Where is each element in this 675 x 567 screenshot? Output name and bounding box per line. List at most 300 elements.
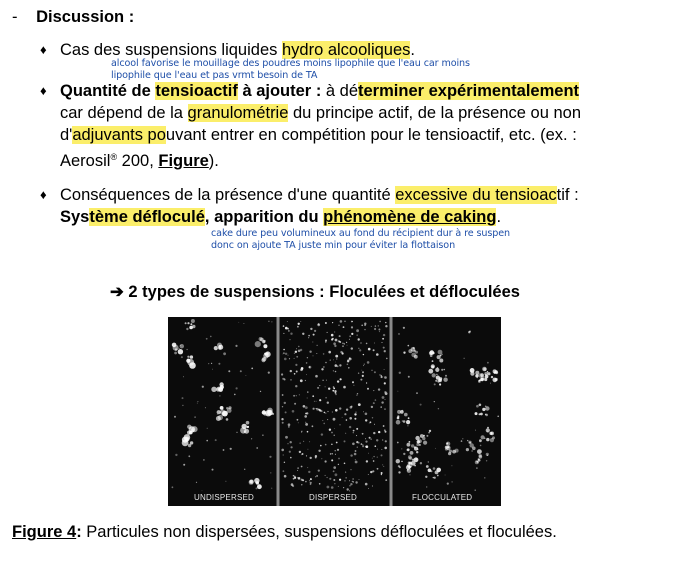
particle (367, 361, 370, 364)
figure-link[interactable]: Figure (158, 152, 209, 170)
particle (433, 467, 436, 470)
particle (344, 463, 346, 465)
particle (381, 454, 383, 456)
particle (293, 475, 295, 477)
particle (325, 444, 327, 446)
particle (267, 410, 273, 416)
particle (246, 375, 247, 376)
particle (353, 430, 355, 432)
particle (436, 468, 441, 473)
particle (234, 394, 236, 396)
particle (307, 357, 308, 358)
item-2-l4-a: Aerosil (60, 152, 111, 170)
particle (372, 486, 373, 487)
particle (343, 386, 346, 389)
item-3-l2-c: . (496, 208, 502, 226)
particle (343, 487, 344, 488)
suspension-photo (168, 317, 501, 506)
particle (283, 349, 285, 351)
figure-caption (12, 521, 557, 543)
particle (296, 348, 297, 349)
particle (217, 414, 218, 415)
particle (196, 482, 197, 483)
particle (282, 406, 283, 407)
particle (323, 423, 325, 425)
particle (325, 322, 327, 324)
particle (416, 443, 419, 446)
particle (378, 431, 380, 433)
particle (347, 364, 349, 366)
heading (12, 6, 134, 28)
particle (406, 420, 410, 424)
particle (331, 334, 334, 337)
particle (439, 359, 443, 363)
particle (313, 334, 315, 336)
particle (283, 470, 285, 472)
particle (190, 355, 193, 358)
particle (235, 345, 237, 347)
particle (494, 370, 498, 374)
particle (428, 369, 433, 374)
particle (288, 443, 289, 444)
particle (357, 393, 358, 394)
particle (329, 478, 331, 480)
particle (487, 372, 490, 375)
particle (246, 421, 250, 425)
particle (188, 455, 190, 457)
particle (256, 487, 258, 489)
particle (385, 392, 388, 395)
particle (175, 454, 177, 456)
particle (475, 430, 476, 431)
particle (376, 353, 379, 356)
particle (346, 342, 347, 343)
particle (290, 379, 291, 380)
particle (216, 387, 221, 392)
heading-title: Discussion : (36, 8, 135, 26)
particle (340, 320, 343, 323)
particle (384, 382, 386, 384)
particle (263, 353, 268, 358)
particle (297, 470, 298, 471)
particle (282, 422, 284, 424)
particle (240, 370, 242, 372)
particle (309, 441, 310, 442)
particle (301, 431, 302, 432)
particle (399, 372, 401, 374)
particle (445, 375, 447, 377)
particle (327, 486, 330, 489)
particle (445, 475, 446, 476)
particle (360, 379, 362, 381)
particle (335, 339, 338, 342)
particle (191, 319, 195, 323)
particle (308, 471, 310, 473)
particle (378, 325, 379, 326)
particle (323, 366, 325, 368)
particle (335, 473, 338, 476)
particle (432, 352, 434, 354)
particle (368, 474, 369, 475)
particle (294, 353, 295, 354)
particle (487, 431, 488, 432)
particle (333, 386, 335, 388)
particle (306, 412, 308, 414)
particle (190, 323, 192, 325)
particle (318, 450, 320, 452)
particle (299, 394, 300, 395)
particle (377, 449, 378, 450)
particle (220, 406, 224, 410)
particle (333, 470, 335, 472)
particle (372, 458, 373, 459)
particle (426, 486, 427, 487)
particle (416, 392, 418, 394)
particle (347, 345, 348, 346)
particle (372, 370, 373, 371)
particle (382, 338, 384, 340)
particle (396, 420, 401, 425)
item-1-highlight: hydro alcooliques (281, 41, 411, 59)
particle (261, 358, 265, 362)
particle (485, 406, 489, 410)
particle (183, 376, 184, 377)
particle (356, 428, 358, 430)
item-2-line-3 (60, 124, 577, 146)
item-3-l2-a: Sys (60, 208, 90, 226)
particle (404, 413, 408, 417)
particle (290, 370, 292, 372)
particle (437, 475, 439, 477)
particle (327, 332, 328, 333)
particle (365, 419, 367, 421)
particle (364, 329, 365, 330)
particle (415, 436, 419, 440)
particle (372, 417, 373, 418)
particle (282, 354, 283, 355)
particle (409, 474, 410, 475)
particle (283, 325, 285, 327)
particle (385, 399, 386, 400)
particle (202, 386, 204, 388)
particle (338, 464, 339, 465)
particle (206, 338, 208, 340)
particle (386, 358, 388, 360)
particle (228, 370, 230, 372)
particle (332, 390, 334, 392)
particle (284, 462, 285, 463)
particle (302, 453, 303, 454)
particle (398, 391, 399, 392)
particle (385, 479, 387, 481)
particle (243, 323, 244, 324)
particle (309, 351, 311, 353)
particle (410, 451, 414, 455)
particle (312, 395, 314, 397)
particle (290, 441, 292, 443)
particle (338, 325, 339, 326)
particle (191, 426, 197, 432)
item-2-l2-b: du principe actif, de la présence ou non (288, 104, 582, 122)
particle (380, 406, 382, 408)
particle (434, 401, 435, 402)
particle (349, 417, 352, 420)
particle (398, 333, 399, 334)
particle (336, 359, 337, 360)
particle (285, 353, 287, 355)
particle (346, 419, 348, 421)
particle (363, 365, 364, 366)
particle (310, 484, 312, 486)
particle (432, 360, 434, 362)
particle (334, 345, 336, 347)
item-2-l3-b: uvant entrer en compétition pour le tensioactif, etc. (ex. : (165, 126, 577, 144)
particle (364, 364, 365, 365)
particle (335, 454, 336, 455)
caption-colon: : (76, 523, 82, 541)
particle (420, 462, 422, 464)
particle (257, 484, 262, 489)
particle (336, 442, 338, 444)
particle (378, 329, 380, 331)
particle (325, 413, 326, 414)
particle (322, 380, 323, 381)
particle (298, 346, 299, 347)
particle (226, 418, 229, 421)
particle (236, 432, 237, 433)
particle (487, 427, 489, 429)
particle (441, 369, 443, 371)
particle (370, 471, 372, 473)
particle (403, 453, 405, 455)
particle (411, 353, 416, 358)
particle (335, 362, 336, 363)
particle (352, 321, 353, 322)
particle (219, 395, 220, 396)
particle (422, 437, 425, 440)
particle (383, 466, 384, 467)
caption-label: Figure 4 (12, 523, 77, 541)
particle (485, 414, 488, 417)
particle (304, 415, 307, 418)
particle (382, 396, 385, 399)
particle (334, 483, 335, 484)
particle (408, 417, 410, 419)
particle (319, 385, 320, 386)
particle (294, 477, 296, 479)
particle (214, 346, 218, 350)
particle (425, 476, 427, 478)
particle (339, 335, 341, 337)
particle (189, 326, 193, 330)
particle (361, 443, 363, 445)
particle (475, 374, 478, 377)
particle (327, 477, 328, 478)
particle (187, 356, 189, 358)
particle (225, 481, 226, 482)
particle (423, 441, 427, 445)
particle (327, 402, 329, 404)
particle (218, 363, 220, 365)
particle (284, 402, 286, 404)
particle (303, 405, 306, 408)
particle (328, 351, 331, 354)
particle (182, 397, 184, 399)
particle (215, 439, 217, 441)
particle (349, 335, 351, 337)
particle (296, 356, 298, 358)
particle (302, 479, 304, 481)
particle (203, 459, 205, 461)
particle (426, 435, 428, 437)
particle (350, 406, 353, 409)
particle (451, 465, 452, 466)
item-2-l2-a: car dépend de la (60, 104, 188, 122)
item-2-line-2 (60, 102, 581, 124)
particle (408, 462, 412, 466)
panel-label-undispersed: UNDISPERSED (194, 493, 254, 502)
particle (301, 466, 303, 468)
particle (174, 352, 177, 355)
particle (334, 332, 335, 333)
particle (437, 355, 441, 359)
particle (383, 334, 385, 336)
particle (346, 409, 348, 411)
particle (379, 331, 380, 332)
particle (207, 428, 208, 429)
panel-label-dispersed: DISPERSED (309, 493, 358, 502)
particle (242, 424, 247, 429)
particle (295, 385, 297, 387)
particle (309, 480, 310, 481)
particle (332, 322, 333, 323)
particle (368, 453, 369, 454)
particle (335, 371, 337, 373)
particle (472, 447, 476, 451)
particle (310, 478, 312, 480)
particle (310, 328, 312, 330)
particle (401, 448, 402, 449)
item-2-line-4 (60, 146, 219, 172)
particle (295, 351, 297, 353)
particle (330, 453, 332, 455)
particle (369, 437, 371, 439)
particle (398, 465, 400, 467)
particle (362, 375, 364, 377)
item-3-l1-a: Conséquences de la présence d'une quantité (60, 186, 396, 204)
particle (303, 441, 304, 442)
particle (365, 438, 366, 439)
particle (355, 459, 356, 460)
particle (343, 326, 345, 328)
particle (415, 351, 418, 354)
particle (352, 443, 355, 446)
heading-dash: - (12, 8, 18, 26)
item-2-l4-b: 200, (117, 152, 159, 170)
particle (325, 340, 327, 342)
particle (359, 349, 361, 351)
particle (373, 432, 375, 434)
particle (373, 390, 374, 391)
particle (359, 479, 360, 480)
particle (428, 432, 430, 434)
particle (347, 488, 349, 490)
particle (181, 356, 183, 358)
particle (172, 486, 174, 488)
particle (318, 323, 319, 324)
particle (333, 479, 335, 481)
particle (230, 448, 232, 450)
particle (317, 345, 318, 346)
particle (298, 422, 299, 423)
item-3-line-2 (60, 206, 501, 228)
particle (312, 425, 314, 427)
particle (285, 436, 288, 439)
particle (409, 441, 411, 443)
particle (335, 355, 338, 358)
particle (194, 416, 196, 418)
particle (471, 450, 472, 451)
particle (381, 472, 383, 474)
particle (374, 424, 375, 425)
particle (283, 352, 285, 354)
particle (360, 342, 361, 343)
particle (263, 344, 267, 348)
item-2-l3-a: d' (60, 126, 73, 144)
particle (383, 347, 385, 349)
particle (333, 342, 336, 345)
particle (297, 467, 299, 469)
particle (197, 403, 198, 404)
particle (426, 465, 429, 468)
particle (321, 433, 323, 435)
particle (485, 374, 486, 375)
particle (490, 432, 494, 436)
particle (312, 342, 313, 343)
types-heading (110, 281, 520, 303)
particle (319, 483, 321, 485)
particle (262, 435, 263, 436)
particle (318, 409, 320, 411)
particle (437, 367, 438, 368)
particle (357, 447, 358, 448)
particle (211, 363, 212, 364)
particle (347, 360, 349, 362)
particle (205, 407, 206, 408)
particle (381, 474, 382, 475)
item-2-text: à dé (321, 82, 359, 100)
particle (358, 373, 359, 374)
particle (441, 354, 443, 356)
particle (306, 362, 308, 364)
particle (479, 404, 482, 407)
particle (325, 460, 327, 462)
particle (371, 406, 373, 408)
particle (301, 484, 302, 485)
particle (175, 348, 177, 350)
particle (373, 349, 375, 351)
particle (307, 449, 308, 450)
particle (294, 403, 296, 405)
item-3-l1-b: tif : (556, 186, 579, 204)
particle (382, 439, 383, 440)
bullet-2: ♦ (40, 83, 47, 98)
particle (307, 391, 308, 392)
particle (281, 418, 283, 420)
particle (249, 480, 254, 485)
particle (294, 373, 296, 375)
particles-image (168, 317, 501, 506)
